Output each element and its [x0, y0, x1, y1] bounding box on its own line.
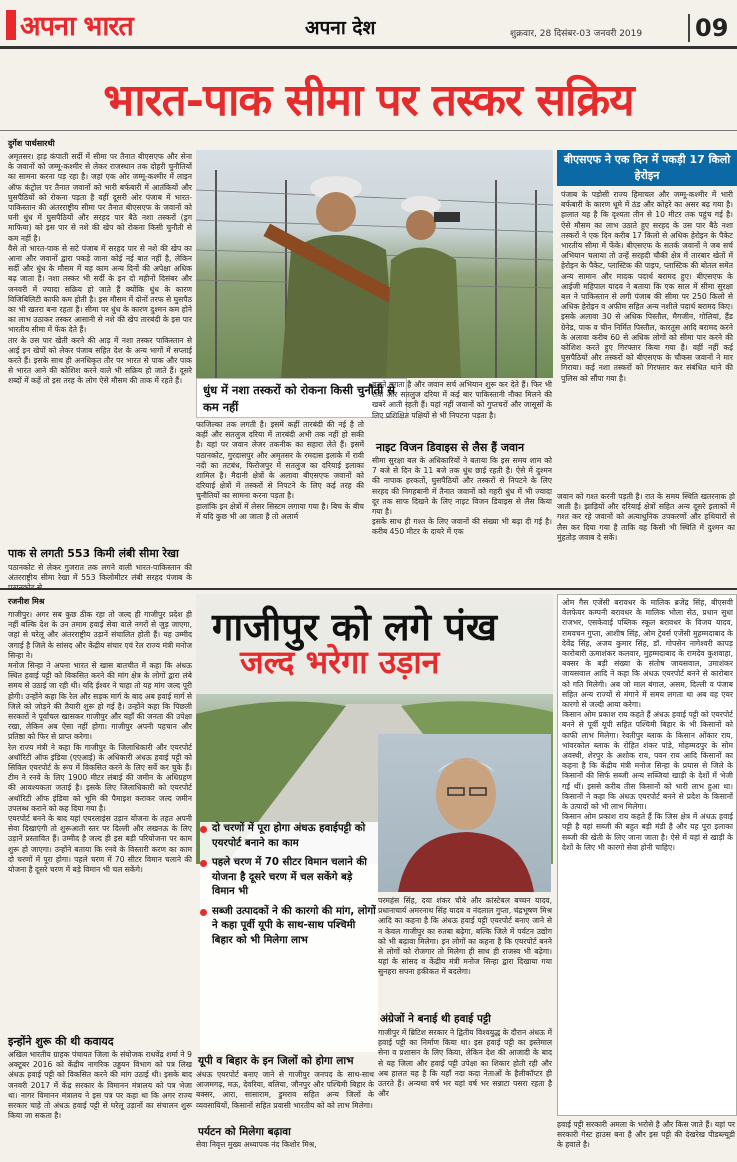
story1-col1b: पठानकोट से लेकर गुजरात तक लगने वाली भारत-पाकिस्तान की अंतरराष्ट्रीय सीमा रेखा में 553 किलोमीटर लंबी सरहद पंजाब के: [8, 563, 192, 583]
story1-subhead2: नाइट विजन डिवाइस से लैस हैं जवान: [376, 441, 525, 454]
story2-subhead1: इन्होंने शुरू की थी कवायद: [8, 1035, 114, 1048]
story2-col1: गाजीपुर। अगर सब कुछ ठीक रहा तो जल्द ही गाजीपुर प्रदेश ही नहीं बल्कि देश के उन तमाम हवाई सेवा वाले नगरों से जुड़ जाएगा, जहां से घरेलू और अंतरराष्ट्रीय उड़ानें संचालित होती हैं। यह उम्मीद जगाई है जिले के सांसद और केंद्रीय संचार एवं रेल राज्य मंत्री मनोज सिन्हा ने। मनोज सिन्हा ने अपना भारत से खास बातचीत में कहा कि अंधऊ स्थित हवाई पट्टी को विकसित करने की मांग क्षेत्र के लोगों द्वारा लंबे समय से उठाई जा रही थी। यदि ईश्वर ने चाहा तो यह मांग जल्द पूरी होगी। उन्होंने कहा कि रेल और सड़क मार्ग के बाद अब हवाई मार्ग से जिले को जोड़ने की तैयारी शुरू हो गई है। उन्होंने कहा कि पिछली सरकारों ने पूर्वांचल खासकर गाजीपुर और यहाँ की जनता की उपेक्षा रखा, लेकिन अब ऐसा नहीं होगा। गाजीपुर अपनी पहचान और प्रतिष्ठा को फिर से प्राप्त करेगा। रेल राज्य मंत्री ने कहा कि गाजीपुर के जिलाधिकारी और एयरपोर्ट अथॉरिटी ऑफ इंडिया (एएआई) के अधिकारी अंधऊ हवाई पट्टी को सिविल एयरपोर्ट के रूप में विकसित करने के लिए सर्वे कर चुके हैं। टीम ने रनवे के लिए 1900 मीटर लंबाई की जमीन के अधिग्रहण की आवश्यकता जताई है। इसके लिए जिलाधिकारी को एयरपोर्ट अथॉरिटी ऑफ इंडिया को भूमि की पैमाइश कराकर जल्द जमीन उपलब्ध कराने को कह दिया गया है। एयरपोर्ट बनने के बाद यहां एयरलाइंस उड़ान योजना के तहत अपनी सेवा दिखाएंगी तो शुरूआती स्तर पर दिल्ली और लखनऊ के लिए उड़ानें प्रस्तावित हैं। उम्मीद है जल्द ही इस बड़ी परियोजना पर काम शुरू हो जाएगा। उन्होंने बताया कि रनवे के विस्तारी करण का काम दो चरणों में पूरा होगा। पहले चरण में 70 सीटर विमान चलाने की योजना है दूसरे चरण में बड़े विमान भी चल सकेंगे।: [8, 610, 192, 875]
highlight-item: सब्जी उत्पादकों ने की कारगो की मांग, लोगों ने कहा पूर्वी यूपी के साथ-साथ पश्चिमी बिहार को भी मिलेगा लाभ: [200, 905, 378, 949]
story1-col4: जवान को गश्त करनी पड़ती है। रात के समय स्थिति खतरनाक हो जाती है। झाड़ियों और दरियाई क्षेत्रों सहित अन्य दूसरे इलाकों में गश्त कर रहे जवानों को अत्याधुनिक उपकरणों और हथियारों से लैस कर दिया गया है ताकि वह किसी भी स्थिति में दुश्मन का मुंहतोड़ जवाब दे सकें।: [557, 492, 735, 542]
story1-headline: भारत-पाक सीमा पर तस्कर सक्रिय: [103, 75, 634, 126]
highlight-item: दो चरणों में पूरा होगा अंधऊ हवाईपट्टी को एयरपोर्ट बनाने का काम: [200, 822, 378, 851]
story2-col3b: गाजीपुर में ब्रिटिश सरकार ने द्वितीय विश्वयुद्ध के दौरान अंधऊ में हवाई पट्टी का निर्माण किया था। इस हवाई पट्टी का इस्तेमाल सेना व प्रशासन के लिए किया, लेकिन देश की आजादी के बाद से यह जिला और हवाई पट्टी उपेक्षा का शिकार होती रही और अब हालत यह है कि यहाँ नदा कदा नेताओं के हैलीकॉप्टर ही उतरते हैं। अन्यथा वर्ष भर यहां वर्ष भर सन्नाटा पसरा रहता है और: [378, 1028, 552, 1099]
story2-col4b: हवाई पट्टी सरकारी अमला के भरोसे है और किस जाते हैं। यहां पर सरकारी गेस्ट हाउस बना है और इस पट्टी की देखरेख पीडब्ल्यूडी के हवाले है।: [557, 1120, 735, 1150]
story2-subhead2: यूपी व बिहार के इन जिलों को होगा लाभ: [198, 1055, 354, 1067]
masthead-rule: [0, 46, 737, 49]
brand-logo: अपना भारत: [20, 11, 133, 42]
story2-col2b: सेवा निवृत्त मुख्य अध्यापक नंद किशोर मिश्र,: [196, 1140, 317, 1149]
story1-col2: फाजिल्का तक लगती है। इसमें कहीं तारबंदी की नई है तो कहीं और सतलुज दरिया में तारबंदी अभी तक नहीं हो सकी है। यहां पर जवान लेजर तकनीक का सहारा लेते हैं। इसमें पठानकोट, गुरदासपुर और अमृतसर के रमदास इलाके में रावी नदी का तटबंध, फिरोजपुर में सतलुज का दरियाई इलाका शामिल है। मैदानी क्षेत्रों के अलावा बीएसएफ जवानों को दरियाई क्षेत्रों में तस्करों से निपटने के लिए कई तरह की चुनौतियों का सामना करना पड़ता है। हालांकि इन क्षेत्रों में लेसर सिस्टम लगाया गया है। बिच के बीच में यदि कुछ भी आ जाता है तो अलार्म: [196, 420, 364, 521]
minister-photo: [378, 734, 551, 892]
headline-rule: [0, 130, 737, 131]
story1-subhead1: पाक से लगती 553 किमी लंबी सीमा रेखा: [8, 547, 179, 560]
story2-byline: रजनीश मिश्र: [8, 597, 45, 606]
sidebar-body: पंजाब के पड़ोसी राज्य हिमाचल और जम्मू-कश्मीर में भारी बर्फबारी के कारण धूमे में ठंड और कोहरे का असर बढ़ गया है। हालात यह है कि दृश्यता तीन से 10 मीटर तक पहुंच गई है। ऐसे मौसम का लाभ उठाते हुए सरहद के उस पार बैठे नशा तस्करों ने एक दिन करीब 17 किलो से अधिक हेरोइन के पैकेट भारतीय सीमा में फेंके। बीएसएफ के सतर्क जवानों ने जब सर्च अभियान चलाया तो उन्हें सरहदी चौकी क्षेत्र में तारबार खेतों में हेरोइन के पैकेट, प्लास्टिक की पाइप, प्लास्टिक की बोतल समेत अन्य सामान और मादक पदार्थ बरामद हुए। बीएसएफ के आईजी महिपाल यादव ने बताया कि एक साल में सीमा सुरक्षा बल ने पाकिस्तान से लगी पंजाब की सीमा पर 250 किलो से अधिक हेरोइन व अफीम सहित अन्य नशीले पदार्थ बरामद किए। इसके अलावा 30 से अधिक पिस्तौल, मैगजीन, गोलियां, हैंड ग्रेनेड, पाक व चीन निर्मित पिस्तौल, कारतूस आदि बरामद करने के अलावा करीब 60 से अधिक लोगों को सीमा पार करने की कोशिश करते हुए गिरफ्तार किया गया है। वहीं नहीं कई घुसपैठियों और तस्करों को बीएसएफ के चौकस जवानों ने मार गिराया। कई नशा तस्करों को गिरफ्तार कर संबंधित थाने की पुलिस को सौंपा गया है।: [561, 190, 733, 383]
story1-byline: दुर्गेश पार्थसारथी: [8, 139, 55, 148]
story2-col3: परमहंस सिंह, दया शंकर चौबे और कांस्टेबल बच्चन यादव, प्रधानाचार्य अमरनाथ सिंह यादव व नंदलाल गुप्ता, चंद्रभूषण मिश्र आदि का कहना है कि अंधऊ हवाई पट्टी एयरपोर्ट बनाए जाने से न केवल गाजीपुर का रुतबा बढ़ेगा, बल्कि जिले में पर्यटन उद्योग को भी बढ़ावा मिलेगा। इन लोगों का कहना है कि एयरपोर्ट बनने से लोगों को रोजगार तो मिलेगा ही साथ ही राजस्व भी बढ़ेगा। यहां के सांसद व केंद्रीय मंत्री मनोज सिन्हा द्वारा दिखाया गया सुनहरा सपना हकीकत में बदलेगा।: [378, 896, 552, 977]
story2-headline-line2: जल्द भरेगा उड़ान: [240, 643, 440, 681]
sidebar-title: बीएसएफ ने एक दिन में पकड़ी 17 किलो हेरोइन: [557, 150, 737, 186]
story2-col1b: अखिल भारतीय ग्राहक पंचायत जिला के संयोजक राधवेंद्र शर्मा ने 9 अक्टूबर 2016 को केंद्रीय नागरिक उड्डयन विभाग को पत्र लिख अंधऊ हवाई पट्टी को विकसित करने की मांग उठाई थी। इसके बाद जनवरी 2017 में केंद्र सरकार के विमानन मंत्रालय को पत्र भेजा था। नागर विमानन मंत्रालय ने इस पत्र पर कहा था कि अगर राज्य सरकार चाहे तो अंधऊ हवाई पट्टी से घरेलू उड़ानों का संचालन शुरू किया जा सकता है।: [8, 1050, 192, 1121]
highlight-item: पहले चरण में 70 सीटर विमान चलाने की योजना है दूसरे चरण में चल सकेंगे बड़े विमान भी: [200, 856, 378, 900]
story2-subhead3: पर्यटन को मिलेगा बढ़ावा: [198, 1126, 291, 1138]
section-title: अपना देश: [305, 17, 376, 39]
bsf-photo: [196, 150, 553, 378]
brand-mark: [6, 10, 16, 40]
story2-col2: अंधऊ एयरपोर्ट बनाए जाने से गाजीपुर जनपद के साथ-साथ आजमगढ़, मऊ, देवरिया, बलिया, जौनपुर और पश्चिमी बिहार के बक्सर, आरा, सासाराम, डुमराव सहित अन्य जिलों के व्यवसायियों, किसानों सहित प्रवासी भारतीय को को लाभ मिलेगा।: [196, 1070, 374, 1110]
story1-col3b: सीमा सुरक्षा बल के अधिकारियों ने बताया कि इस समय शाम को 7 बजे से दिन के 11 बजे तक धुंध छाई रहती है। ऐसे में दुश्मन की नापाक हरकतों, घुसपैठियों और तस्करों से निपटने के लिए सरहद की निगहबानी में तैनात जवानों को गहरी धुंध में भी ज्यादा दूर तक साफ दिखने के लिए नाइट विजन डिवाइस से लैस किया गया है। इसके साथ ही गश्त के लिए जवानों की संख्या भी बढ़ा दी गई है। करीब 450 मीटर के दायरे में एक: [372, 456, 552, 537]
story1-col1: अमृतसर। हाड़ कंपाती सर्दी में सीमा पर तैनात बीएसएफ और सेना के जवानों को जम्मू-कश्मीर से लेकर राजस्थान तक दोहरी चुनौतियों का सामना करना पड़ रहा है। जहां एक ओर जम्मू-कश्मीर में लाइन ऑफ कंट्रोल पर तैनात जवानों को भारी बर्फबारी में आतंकियों और घुसपैठियों को रोकना पड़ता है वहीं दूसरी ओर पंजाब में भारत-पाकिस्तान की अंतरराष्ट्रीय सीमा पर तैनात बीएसएफ के जवानों को घनी धुंध में घुसपैठियों और सरहद पार बैठे नशा तस्करों (ड्रग माफिया) को इस पार से नशे की खेप को रोकना किसी चुनौती से कम नहीं है। वैसे तो भारत-पाक से सटे पंजाब में सरहद पार से नशे की खेप का आना और जवानों द्वारा पकड़े जाना कोई नई बात नहीं है, लेकिन सर्दी और धुंध के मौसम में यह काम अन्य दिनों की अपेक्षा अधिक बढ़ जाता है। नशा तस्कर भी सर्दी के इन दो महीनों दिसंबर और जनवरी में ज्यादा सक्रिय हो जाते हैं क्योंकि धुंध के कारण विजिबिलिटी काफी कम होती है। इस मौसम में दोनों तरफ से घुसपैठ का भी खतरा बना रहता है। सीमा पर धुंध के कारण दुश्मन कम होने का लाभ उठाकर तस्कर आसानी से नशे की खेप तारबंदी के इस पार भारतीय सीमा में फेंक देते हैं। तार के उस पार खेती करने की आड़ में नशा तस्कर पाकिस्तान से आई इन खेपों को लेकर पंजाब सहित देश के अन्य भागों में सप्लाई करते हैं। इसके साथ ही अनधिकृत तौर पर भारत से पाक और पाक से भारत आने की कोशिश करने वाले भी सक्रिय हो जाते हैं। दूसरे शब्दों में कहें तो इस तरह के लोग ऐसे मौसम की ताक में रहते हैं।: [8, 152, 192, 386]
story2-headline-line1: गाजीपुर को लगे पंख: [212, 604, 497, 649]
story-divider: [0, 588, 737, 590]
page-number: 09: [688, 14, 728, 42]
story2-col4: ओम गैस एजेंसी बरावधर के मालिक ब्रजेंद्र सिंह, बीएसवी वेलफेयर कम्पनी बरावधर के मालिक भोला सेठ, प्रधान सुधा राजभर, एसकेवाई पब्लिक स्कूल बरावधर के विजय यादव, रामवचन गुप्ता, आशीष सिंह, ओम ट्रेवर्स एजेंसी मुहम्मदाबाद के देवेंद्र सिंह, अजय कुमार सिंह, डॉ. गोपसेन नागेश्वरी कापड़ कारोबारी ऊमाशंकर कलवार, मुहम्मदाबाद के रामदेव कुशवाहा, बक्सर के बड़ी संख्या के संतोष जायसवाल, उमाशंकर जायसवाल आदि ने कहा कि अंधऊ एयरपोर्ट बनने से कारोबार को गति मिलेगी। अब जो माल बंगाल, असम, दिल्ली व पंजाब सहित अन्य राज्यों से मंगाने में समय लगता था अब वह एयर कारगो से जल्दी आया करेगा। किसान ओम प्रकाश राय कहते हैं अंधऊ हवाई पट्टी को एयरपोर्ट बनने से पूर्वी यूपी सहित पश्चिमी बिहार के भी किसानों को काफी लाभ मिलेगा। रेवतीपुर ब्लाक के किसान ओंकार राय, भांवरकोल ब्लाक के रोहित शंकर पांडे, मोहम्मदपुर के सोम अवस्थी, शेरपुर के अशोक राय, पवन राय आदि किसानों का कहना है कि केंद्रीय मंत्री मनोज सिन्हा के प्रयास से जिले के किसानों की सिर्फ सब्जी अन्य सब्जियां खाड़ी के देशों में भेजी गईं थीं। इससे करीब तीस किसानों को भारी लाभ हुआ था। किसानों ने कहा कि अंधऊ एयरपोर्ट बनने से प्रदेश के किसानों के उत्पादों को भी लाभ मिलेगा। किसान ओम प्रकाश राय कहते हैं कि जिस क्षेत्र में अंधऊ हवाई पट्टी है वहां सब्जी की बहुत बड़ी मंडी है और यह पूरा इलाका सब्जी की खेती के लिए जाना जाता है। ऐसे में यहां से खाड़ी के देशों के लिए भी कारगो सेवा होनी चाहिए।: [562, 598, 733, 852]
story2-subhead4: अंग्रेजों ने बनाई थी हवाई पट्टी: [380, 1013, 491, 1025]
photo-caption: धुंध में नशा तस्करों को रोकना किसी चुनौती से कम नहीं: [196, 378, 407, 418]
highlights-box: [200, 822, 378, 1052]
story1-col3: बजने लगता है और जवान सर्च अभियान शुरू कर देते हैं। फिर भी रावी और सतलुज दरिया में कई बार पाकिस्तानी नौका मिलने की खबरें आती रहती हैं। यहां नहीं जवानों को गुप्तचरों और जासूसों के लिए प्रशिक्षित पक्षियों से भी निपटना पड़ता है।: [372, 380, 552, 420]
dateline: शुक्रवार, 28 दिसंबर-03 जनवरी 2019: [510, 29, 643, 39]
